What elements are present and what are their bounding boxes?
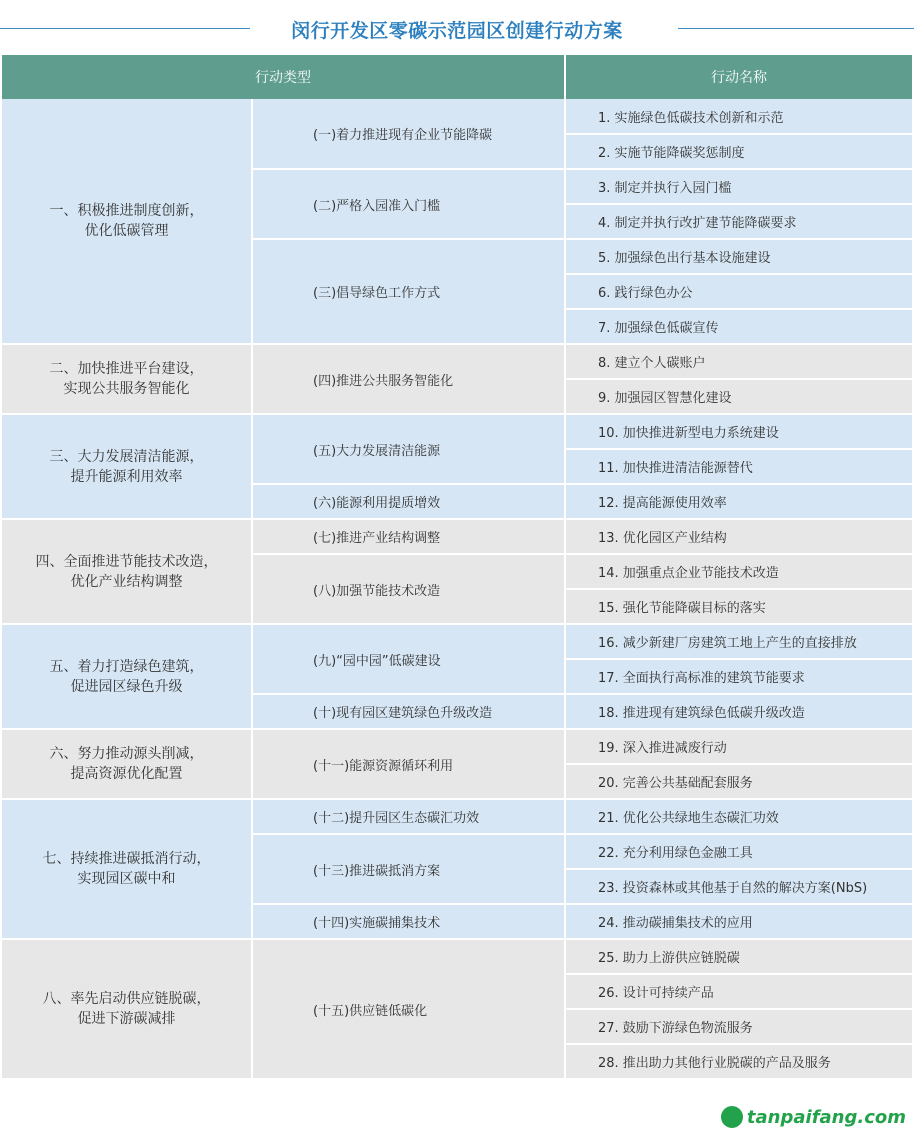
- category-line-1: 七、持续推进碳抵消行动，: [42, 851, 211, 867]
- category-line-2: 促进园区绿色升级: [70, 678, 183, 695]
- subcategory-cell: (五)大力发展清洁能源: [252, 414, 565, 484]
- action-cell: 7. 加强绿色低碳宣传: [565, 309, 912, 344]
- action-cell: 26. 设计可持续产品: [565, 974, 912, 1009]
- action-cell: 16. 减少新建厂房建筑工地上产生的直接排放: [565, 624, 912, 659]
- category-cell: [2, 519, 252, 624]
- table-row: [2, 939, 912, 974]
- action-cell: 8. 建立个人碳账户: [565, 344, 912, 379]
- subcategory-cell: (八)加强节能技术改造: [252, 554, 565, 624]
- action-cell: 24. 推动碳捕集技术的应用: [565, 904, 912, 939]
- title-row: [0, 0, 914, 55]
- category-line-1: 一、积极推进制度创新，: [49, 203, 204, 219]
- action-cell: 18. 推进现有建筑绿色低碳升级改造: [565, 694, 912, 729]
- category-cell: [2, 939, 252, 1079]
- subcategory-cell: (四)推进公共服务智能化: [252, 344, 565, 414]
- table-row: [2, 519, 912, 554]
- category-line-1: 四、全面推进节能技术改造，: [35, 553, 218, 570]
- action-cell: 12. 提高能源使用效率: [565, 484, 912, 519]
- action-cell: 10. 加快推进新型电力系统建设: [565, 414, 912, 449]
- category-line-2: 实现园区碳中和: [77, 871, 176, 887]
- action-table: [2, 55, 912, 1080]
- category-line-2: 提升能源利用效率: [70, 468, 183, 485]
- subcategory-cell: (一)着力推进现有企业节能降碳: [252, 99, 565, 169]
- action-cell: 23. 投资森林或其他基于自然的解决方案(NbS): [565, 869, 912, 904]
- action-cell: 11. 加快推进清洁能源替代: [565, 449, 912, 484]
- table-row: [2, 729, 912, 764]
- table-row: [2, 799, 912, 834]
- table-body: [2, 99, 912, 1079]
- action-cell: 4. 制定并执行改扩建节能降碳要求: [565, 204, 912, 239]
- header-action-name: 行动名称: [565, 55, 912, 99]
- category-line-1: 六、努力推动源头削减，: [49, 746, 204, 762]
- action-cell: 3. 制定并执行入园门槛: [565, 169, 912, 204]
- action-cell: 21. 优化公共绿地生态碳汇功效: [565, 799, 912, 834]
- category-cell: [2, 414, 252, 519]
- subcategory-cell: (十一)能源资源循环利用: [252, 729, 565, 799]
- action-cell: 14. 加强重点企业节能技术改造: [565, 554, 912, 589]
- category-cell: [2, 344, 252, 414]
- subcategory-cell: (七)推进产业结构调整: [252, 519, 565, 554]
- subcategory-cell: (六)能源利用提质增效: [252, 484, 565, 519]
- category-line-2: 实现公共服务智能化: [63, 381, 190, 397]
- subcategory-cell: (十三)推进碳抵消方案: [252, 834, 565, 904]
- category-line-2: 促进下游碳减排: [77, 1011, 176, 1027]
- action-cell: 5. 加强绿色出行基本设施建设: [565, 239, 912, 274]
- table-row: [2, 344, 912, 379]
- page-title: 闵行开发区零碳示范园区创建行动方案: [291, 20, 623, 42]
- action-cell: 2. 实施节能降碳奖惩制度: [565, 134, 912, 169]
- watermark: [721, 1106, 906, 1128]
- watermark-text: tanpaifang.com: [746, 1106, 906, 1128]
- action-cell: 17. 全面执行高标准的建筑节能要求: [565, 659, 912, 694]
- category-line-1: 三、大力发展清洁能源，: [49, 448, 204, 465]
- subcategory-cell: (十四)实施碳捕集技术: [252, 904, 565, 939]
- action-cell: 19. 深入推进减废行动: [565, 729, 912, 764]
- subcategory-cell: (十二)提升园区生态碳汇功效: [252, 799, 565, 834]
- action-cell: 22. 充分利用绿色金融工具: [565, 834, 912, 869]
- category-line-1: 八、率先启动供应链脱碳，: [42, 991, 211, 1007]
- action-cell: 27. 鼓励下游绿色物流服务: [565, 1009, 912, 1044]
- subcategory-cell: (十五)供应链低碳化: [252, 939, 565, 1079]
- watermark-logo-icon: [721, 1106, 743, 1128]
- category-cell: [2, 99, 252, 344]
- category-cell: [2, 624, 252, 729]
- subcategory-cell: (三)倡导绿色工作方式: [252, 239, 565, 344]
- category-line-1: 二、加快推进平台建设，: [49, 361, 204, 377]
- category-cell: [2, 729, 252, 799]
- table-row: [2, 414, 912, 449]
- category-line-2: 优化低碳管理: [84, 223, 169, 239]
- category-cell: [2, 799, 252, 939]
- table-row: [2, 99, 912, 134]
- action-cell: 25. 助力上游供应链脱碳: [565, 939, 912, 974]
- action-cell: 15. 强化节能降碳目标的落实: [565, 589, 912, 624]
- category-line-2: 优化产业结构调整: [70, 573, 183, 590]
- category-line-2: 提高资源优化配置: [70, 766, 183, 782]
- subcategory-cell: (九)“园中园”低碳建设: [252, 624, 565, 694]
- action-cell: 28. 推出助力其他行业脱碳的产品及服务: [565, 1044, 912, 1079]
- subcategory-cell: (二)严格入园准入门槛: [252, 169, 565, 239]
- action-cell: 1. 实施绿色低碳技术创新和示范: [565, 99, 912, 134]
- table-row: [2, 624, 912, 659]
- action-cell: 13. 优化园区产业结构: [565, 519, 912, 554]
- action-cell: 9. 加强园区智慧化建设: [565, 379, 912, 414]
- category-line-1: 五、着力打造绿色建筑，: [49, 658, 204, 675]
- action-cell: 20. 完善公共基础配套服务: [565, 764, 912, 799]
- header-action-type: 行动类型: [2, 55, 565, 99]
- action-cell: 6. 践行绿色办公: [565, 274, 912, 309]
- subcategory-cell: (十)现有园区建筑绿色升级改造: [252, 694, 565, 729]
